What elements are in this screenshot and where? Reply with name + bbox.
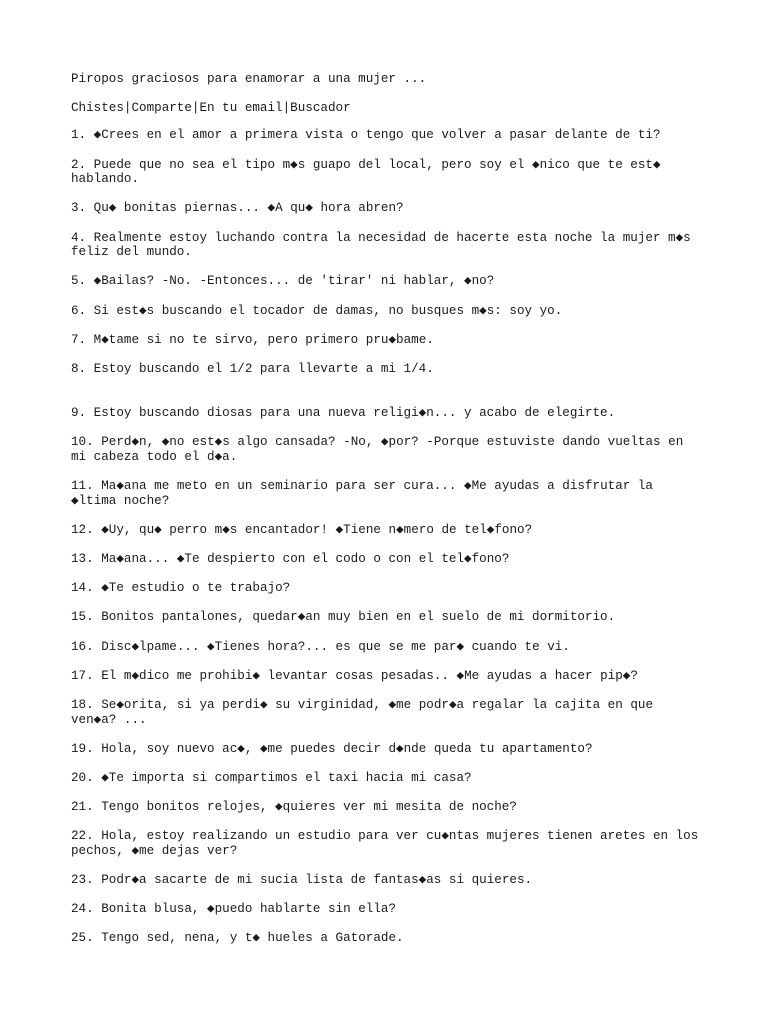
list-item: 14. ◆Te estudio o te trabajo? bbox=[71, 581, 291, 596]
list-item: 5. ◆Bailas? -No. -Entonces... de 'tirar' ni hablar, ◆no? bbox=[71, 274, 495, 289]
list-item: 2. Puede que no sea el tipo m◆s guapo del local, pero soy el ◆nico que te est◆ hablando. bbox=[71, 157, 661, 187]
document-page bbox=[71, 72, 711, 961]
list-item: 6. Si est◆s buscando el tocador de damas, no busques m◆s: soy yo. bbox=[71, 303, 563, 318]
list-item: 7. M◆tame si no te sirvo, pero primero pru◆bame. bbox=[71, 332, 434, 347]
list-item: 9. Estoy buscando diosas para una nueva religi◆n... y acabo de elegirte. bbox=[71, 406, 616, 421]
list-item: 1. ◆Crees en el amor a primera vista o tengo que volver a pasar delante de ti? bbox=[71, 128, 661, 143]
list-item: 3. Qu◆ bonitas piernas... ◆A qu◆ hora abren? bbox=[71, 201, 404, 216]
list-item: 15. Bonitos pantalones, quedar◆an muy bien en el suelo de mi dormitorio. bbox=[71, 610, 616, 625]
list-item: 25. Tengo sed, nena, y t◆ hueles a Gatorade. bbox=[71, 931, 404, 946]
list-item: 23. Podr◆a sacarte de mi sucia lista de fantas◆as si quieres. bbox=[71, 873, 533, 888]
list-item: 13. Ma◆ana... ◆Te despierto con el codo o con el tel◆fono? bbox=[71, 552, 510, 566]
nav-links: Chistes|Comparte|En tu email|Buscador bbox=[71, 101, 351, 116]
list-item: 10. Perd◆n, ◆no est◆s algo cansada? -No, ◆por? -Porque estuviste dando vueltas en mi cabeza todo el d◆a. bbox=[71, 435, 684, 464]
list-item: 12. ◆Uy, qu◆ perro m◆s encantador! ◆Tiene n◆mero de tel◆fono? bbox=[71, 522, 533, 537]
list-item: 22. Hola, estoy realizando un estudio para ver cu◆ntas mujeres tienen aretes en los pechos, ◆me dejas ver? bbox=[71, 829, 699, 858]
list-item: 11. Ma◆ana me meto en un seminario para ser cura... ◆Me ayudas a disfrutar la ◆ltima noche? bbox=[71, 479, 653, 508]
list-item: 17. El m◆dico me prohibi◆ levantar cosas pesadas.. ◆Me ayudas a hacer pip◆? bbox=[71, 668, 638, 683]
list-item: 24. Bonita blusa, ◆puedo hablarte sin ella? bbox=[71, 902, 396, 917]
piropos-list bbox=[71, 128, 711, 946]
document-title: Piropos graciosos para enamorar a una mujer ... bbox=[71, 72, 427, 86]
list-item: 18. Se◆orita, si ya perdi◆ su virginidad, ◆me podr◆a regalar la cajita en que ven◆a? ... bbox=[71, 697, 654, 727]
list-item: 19. Hola, soy nuevo ac◆, ◆me puedes decir d◆nde queda tu apartamento? bbox=[71, 741, 593, 756]
spacer bbox=[71, 87, 711, 102]
list-item: 4. Realmente estoy luchando contra la necesidad de hacerte esta noche la mujer m◆s feliz del mundo. bbox=[71, 230, 691, 260]
list-item: 16. Disc◆lpame... ◆Tienes hora?... es que se me par◆ cuando te vi. bbox=[71, 639, 570, 654]
list-item: 20. ◆Te importa si compartimos el taxi hacia mi casa? bbox=[71, 770, 472, 785]
list-item: 8. Estoy buscando el 1/2 para llevarte a mi 1/4. bbox=[71, 361, 434, 376]
list-item: 21. Tengo bonitos relojes, ◆quieres ver mi mesita de noche? bbox=[71, 800, 517, 815]
